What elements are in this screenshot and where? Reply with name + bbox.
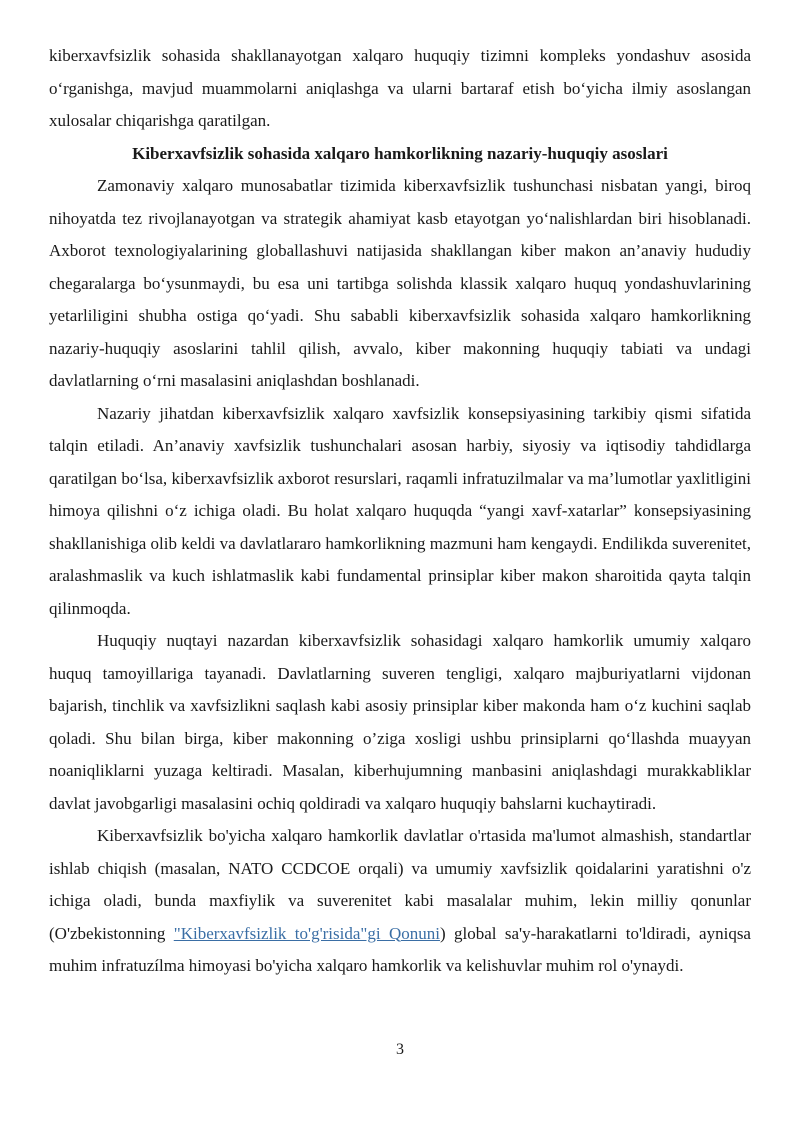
body-paragraph: Zamonaviy xalqaro munosabatlar tizimida kiberxavfsizlik tushunchasi nisbatan yangi, biroq nihoyatda tez rivojlanayotgan va strategik ahamiyat kasb etayotgan yo‘nalishlardan biri hisoblanadi. Axborot texnologiyalarining globallashuvi natijasida shakllangan kiber makon an’anaviy hududiy chegaralarga bo‘ysunmaydi, bu esa uni tartibga solishda klassik xalqaro huquq yondashuvlarining yetarliligini shubha ostiga qo‘yadi. Shu sababli kiberxavfsizlik sohasida xalqaro hamkorlikning nazariy-huquqiy asoslarini tahlil qilish, avvalo, kiber makonning huquqiy tabiati va undagi davlatlarning o‘rni masalasini aniqlashdan boshlanadi. — [49, 176, 751, 390]
section-heading: Kiberxavfsizlik sohasida xalqaro hamkorlikning nazariy-huquqiy asoslari — [132, 143, 668, 163]
intro-continuation-paragraph: kiberxavfsizlik sohasida shakllanayotgan xalqaro huquqiy tizimni kompleks yondashuv asosida o‘rganishga, mavjud muammolarni aniqlashga va ularni bartaraf etish bo‘yicha ilmiy asoslangan xulosalar chiqarishga qaratilgan. — [49, 46, 751, 130]
cybersecurity-law-link[interactable]: "Kiberxavfsizlik to'g'risida"gi Qonuni — [173, 923, 440, 943]
paragraph-text-after-link: ) global sa'y-harakatlarni to'ldiradi, ayniqsa muhim infratuzílma himoyasi bo'yicha xalqaro hamkorlik va kelishuvlar muhim rol o'ynaydi. — [49, 923, 751, 975]
body-paragraph: Nazariy jihatdan kiberxavfsizlik xalqaro xavfsizlik konsepsiyasining tarkibiy qismi sifatida talqin etiladi. An’anaviy xavfsizlik tushunchalari asosan harbiy, siyosiy va iqtisodiy tahdidlarga qaratilgan bo‘lsa, kiberxavfsizlik axborot resurslari, raqamli infratuzilmalar va ma’lumotlar yaxlitligini himoya qilishni o‘z ichiga oladi. Bu holat xalqaro huquqda “yangi xavf-xatarlar” konsepsiyasining shakllanishiga olib keldi va davlatlararo hamkorlikning mazmuni ham kengaydi. Endilikda suverenitet, aralashmaslik va kuch ishlatmaslik kabi fundamental prinsiplar kiber makon sharoitida qayta talqin qilinmoqda. — [49, 403, 751, 618]
body-paragraph: Huquqiy nuqtayi nazardan kiberxavfsizlik sohasidagi xalqaro hamkorlik umumiy xalqaro huquq tamoyillariga tayanadi. Davlatlarning suveren tengligi, xalqaro majburiyatlarni vijdonan bajarish, tinchlik va xavfsizlikni saqlash kabi asosiy prinsiplar kiber makonda ham o‘z kuchini saqlab qoladi. Shu bilan birga, kiber makonning o’ziga xosligi ushbu prinsiplarni qo‘llashda muayyan noaniqliklarni yuzaga keltiradi. Masalan, kiberhujumning manbasini aniqlashdagi murakkabliklar davlat javobgarligi masalasini ochiq qoldiradi va xalqaro huquqiy bahslarni kuchaytiradi. — [49, 631, 751, 813]
page-number: 3 — [396, 1041, 404, 1058]
paragraph-text-before-link: Kiberxavfsizlik bo'yicha xalqaro hamkorlik davlatlar o'rtasida ma'lumot almashish, standartlar ishlab chiqish (masalan, NATO CCDCOE orqali) va umumiy xavfsizlik qoidalarini yaratishni o'z ichiga oladi, bunda maxfiylik va suverenitet kabi masalalar muhim, lekin milliy qonunlar (O'zbekistonning — [49, 826, 751, 943]
body-paragraph-with-link — [49, 820, 751, 983]
